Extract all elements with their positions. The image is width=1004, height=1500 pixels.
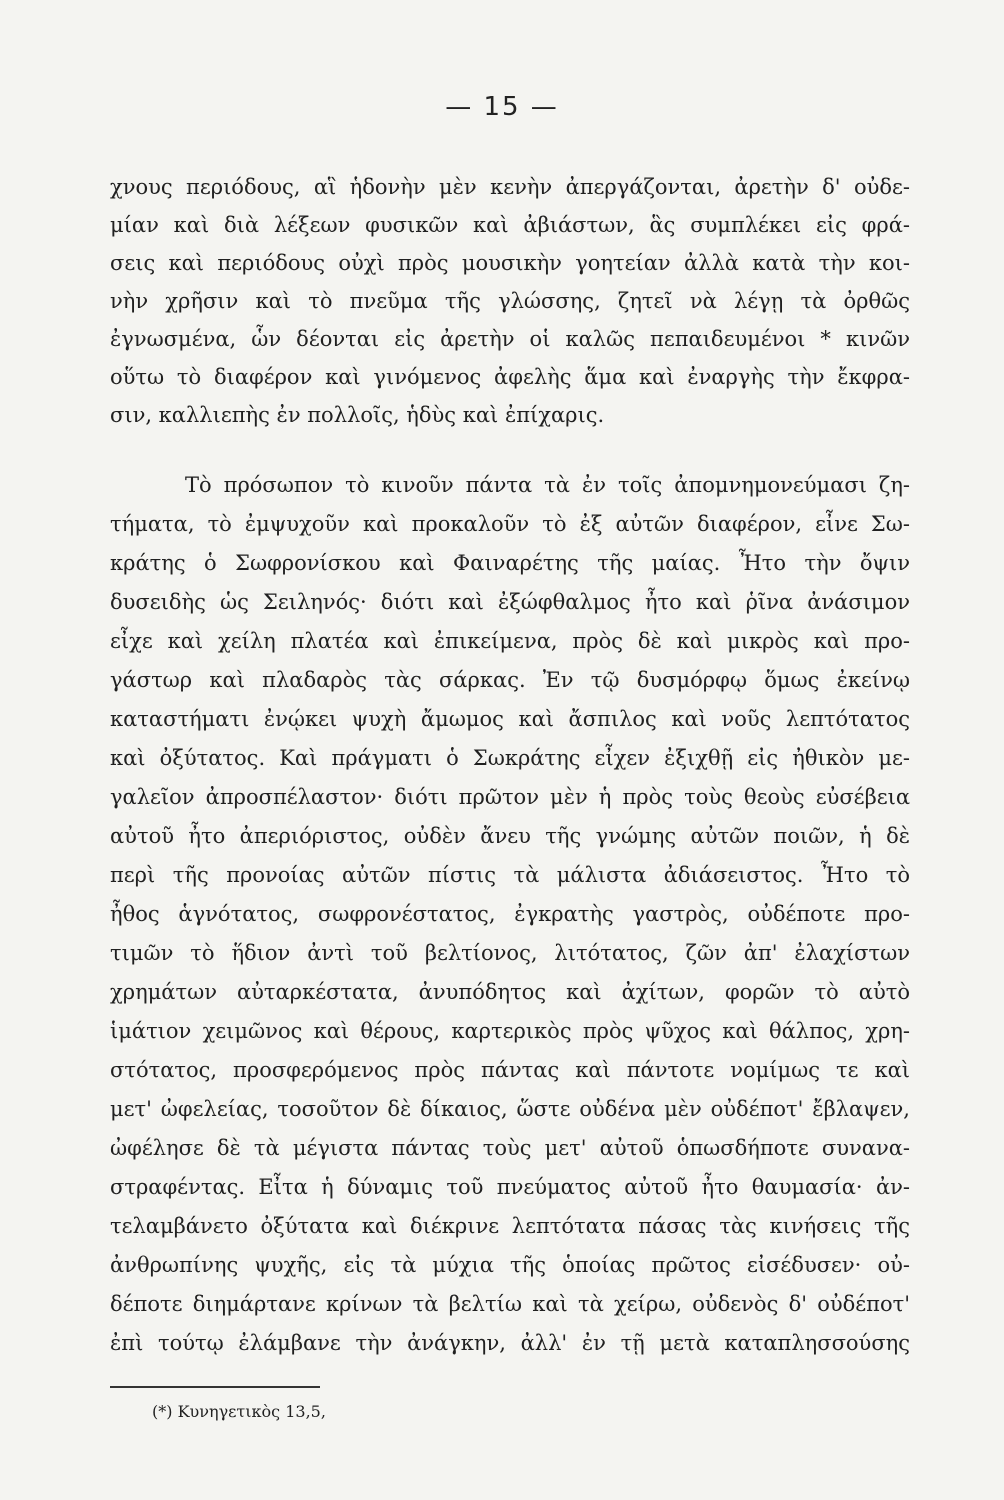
text-line: δέποτε διημάρτανε κρίνων τὰ βελτίω καὶ τὰ χείρω, οὐδενὸς δ' οὐδέποτ' (110, 1292, 910, 1316)
text-line: χρημάτων αὐταρκέστατα, ἀνυπόδητος καὶ ἀχίτων, φορῶν τὸ αὐτὸ (110, 980, 910, 1004)
text-line: μίαν καὶ διὰ λέξεων φυσικῶν καὶ ἀβιάστων, ἃς συμπλέκει εἰς φρά- (110, 213, 910, 237)
text-line: τελαμβάνετο ὀξύτατα καὶ διέκρινε λεπτότατα πάσας τὰς κινήσεις τῆς (110, 1214, 910, 1238)
text-line: ἐγνωσμένα, ὧν δέονται εἰς ἀρετὴν οἱ καλῶς πεπαιδευμένοι * κινῶν (110, 327, 910, 351)
text-line: σεις καὶ περιόδους οὐχὶ πρὸς μουσικὴν γοητείαν ἀλλὰ κατὰ τὴν κοι- (110, 251, 910, 275)
text-line: Τὸ πρόσωπον τὸ κινοῦν πάντα τὰ ἐν τοῖς ἀπομνημονεύμασι ζη- (185, 473, 910, 497)
page-number: — 15 — (445, 92, 559, 122)
text-line: οὕτω τὸ διαφέρον καὶ γινόμενος ἀφελὴς ἅμα καὶ ἐναργὴς τὴν ἔκφρα- (110, 365, 910, 389)
text-line: τήματα, τὸ ἐμψυχοῦν καὶ προκαλοῦν τὸ ἐξ αὐτῶν διαφέρον, εἶνε Σω- (110, 512, 910, 536)
text-line: μετ' ὠφελείας, τοσοῦτον δὲ δίκαιος, ὥστε οὐδένα μὲν οὐδέποτ' ἔβλαψεν, (110, 1097, 910, 1121)
text-line: νὴν χρῆσιν καὶ τὸ πνεῦμα τῆς γλώσσης, ζητεῖ νὰ λέγῃ τὰ ὀρθῶς (110, 289, 910, 313)
text-line: καὶ ὀξύτατος. Καὶ πράγματι ὁ Σωκράτης εἶχεν ἐξιχθῇ εἰς ἠθικὸν με- (110, 746, 910, 770)
text-line: γαλεῖον ἀπροσπέλαστον· διότι πρῶτον μὲν ἡ πρὸς τοὺς θεοὺς εὐσέβεια (110, 785, 910, 809)
text-line: χνους περιόδους, αἳ ἡδονὴν μὲν κενὴν ἀπεργάζονται, ἀρετὴν δ' οὐδε- (110, 175, 910, 199)
footnote: (*) Κυνηγετικὸς 13,5, (152, 1402, 326, 1421)
text-line: ὠφέλησε δὲ τὰ μέγιστα πάντας τοὺς μετ' αὐτοῦ ὁπωσδήποτε συνανα- (110, 1136, 910, 1160)
text-line: γάστωρ καὶ πλαδαρὸς τὰς σάρκας. Ἐν τῷ δυσμόρφῳ ὅμως ἐκείνῳ (110, 668, 910, 692)
text-line: εἶχε καὶ χείλη πλατέα καὶ ἐπικείμενα, πρὸς δὲ καὶ μικρὸς καὶ προ- (110, 629, 910, 653)
text-line: ἱμάτιον χειμῶνος καὶ θέρους, καρτερικὸς πρὸς ψῦχος καὶ θάλπος, χρη- (110, 1019, 910, 1043)
text-line: αὐτοῦ ἦτο ἀπεριόριστος, οὐδὲν ἄνευ τῆς γνώμης αὐτῶν ποιῶν, ἡ δὲ (110, 824, 910, 848)
text-line: στότατος, προσφερόμενος πρὸς πάντας καὶ πάντοτε νομίμως τε καὶ (110, 1058, 910, 1082)
text-line: καταστήματι ἐνῴκει ψυχὴ ἄμωμος καὶ ἄσπιλος καὶ νοῦς λεπτότατος (110, 707, 910, 731)
text-line: περὶ τῆς προνοίας αὐτῶν πίστις τὰ μάλιστα ἀδιάσειστος. Ἦτο τὸ (110, 863, 910, 887)
text-line: ἦθος ἁγνότατος, σωφρονέστατος, ἐγκρατὴς γαστρὸς, οὐδέποτε προ- (110, 902, 910, 926)
text-line: δυσειδὴς ὡς Σειληνός· διότι καὶ ἐξώφθαλμος ἦτο καὶ ῥῖνα ἀνάσιμον (110, 590, 910, 614)
text-line: σιν, καλλιεπὴς ἐν πολλοῖς, ἡδὺς καὶ ἐπίχαρις. (110, 403, 605, 427)
text-line: τιμῶν τὸ ἥδιον ἀντὶ τοῦ βελτίονος, λιτότατος, ζῶν ἀπ' ἐλαχίστων (110, 941, 910, 965)
text-line: κράτης ὁ Σωφρονίσκου καὶ Φαιναρέτης τῆς μαίας. Ἦτο τὴν ὄψιν (110, 551, 910, 575)
text-line: στραφέντας. Εἶτα ἡ δύναμις τοῦ πνεύματος αὐτοῦ ἦτο θαυμασία· ἀν- (110, 1175, 910, 1199)
text-line: ἀνθρωπίνης ψυχῆς, εἰς τὰ μύχια τῆς ὁποίας πρῶτος εἰσέδυσεν· οὐ- (110, 1253, 910, 1277)
footnote-divider (110, 1386, 320, 1388)
text-line: ἐπὶ τούτῳ ἐλάμβανε τὴν ἀνάγκην, ἀλλ' ἐν τῇ μετὰ καταπλησσούσης (110, 1331, 910, 1355)
